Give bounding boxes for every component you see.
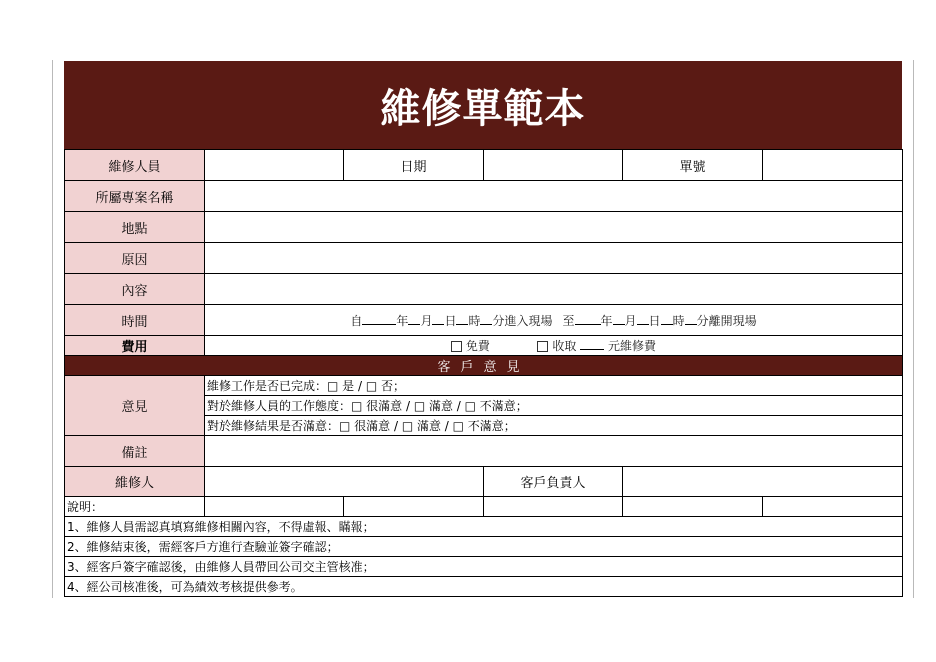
charge-checkbox[interactable]	[537, 341, 548, 352]
fee-unit-text: 元維修費	[607, 339, 656, 353]
opinion-result[interactable]: 對於維修結果是否滿意：□ 很滿意 / □ 滿意 / □ 不滿意；	[205, 416, 903, 436]
charge-text: 收取	[552, 339, 577, 353]
page-border-right	[913, 60, 914, 598]
blank-month-start[interactable]	[408, 312, 420, 325]
fee-amount-blank[interactable]	[580, 337, 604, 350]
date-field[interactable]	[484, 150, 623, 181]
form-table	[64, 149, 903, 597]
opinion-label: 意見	[65, 376, 205, 436]
location-label: 地點	[65, 212, 205, 243]
remarks-field[interactable]	[205, 436, 903, 467]
notes-header: 說明：	[65, 497, 205, 517]
date-label: 日期	[344, 150, 484, 181]
repairer-label: 維修人	[65, 467, 205, 497]
month-text-end: 月	[624, 313, 637, 328]
blank-minute-end[interactable]	[685, 312, 697, 325]
form-title: 維修單範本	[64, 61, 902, 149]
blank-hour-start[interactable]	[456, 312, 468, 325]
notes-blank	[763, 497, 903, 517]
page-border-left	[52, 60, 53, 598]
leave-text: 分離開現場	[696, 313, 757, 328]
repair-form	[64, 61, 902, 597]
blank-day-end[interactable]	[637, 312, 649, 325]
blank-minute-start[interactable]	[480, 312, 492, 325]
repairer-signature[interactable]	[205, 467, 484, 497]
year-text: 年	[396, 313, 409, 328]
time-label: 時間	[65, 305, 205, 336]
time-to: 至	[562, 313, 575, 328]
notes-blank	[623, 497, 763, 517]
note-item: 2、維修結束後，需經客戶方進行查驗並簽字確認；	[65, 537, 903, 557]
hour-text: 時	[468, 313, 481, 328]
location-field[interactable]	[205, 212, 903, 243]
notes-blank	[484, 497, 623, 517]
free-checkbox[interactable]	[451, 341, 462, 352]
technician-field[interactable]	[205, 150, 344, 181]
customer-rep-signature[interactable]	[623, 467, 903, 497]
enter-text: 分進入現場	[492, 313, 553, 328]
opinion-attitude[interactable]: 對於維修人員的工作態度：□ 很滿意 / □ 滿意 / □ 不滿意；	[205, 396, 903, 416]
note-item: 1、維修人員需認真填寫維修相關內容，不得虛報、瞞報；	[65, 517, 903, 537]
fee-label: 費用	[65, 336, 205, 356]
year-text-end: 年	[600, 313, 613, 328]
free-text: 免費	[465, 339, 490, 353]
month-text: 月	[420, 313, 433, 328]
cause-field[interactable]	[205, 243, 903, 274]
day-text-end: 日	[648, 313, 661, 328]
cause-label: 原因	[65, 243, 205, 274]
notes-blank	[344, 497, 484, 517]
project-label: 所屬專案名稱	[65, 181, 205, 212]
notes-blank	[205, 497, 344, 517]
order-no-label: 單號	[623, 150, 763, 181]
blank-year-end[interactable]	[575, 312, 601, 325]
hour-text-end: 時	[672, 313, 685, 328]
note-item: 4、經公司核准後，可為績效考核提供參考。	[65, 577, 903, 597]
technician-label: 維修人員	[65, 150, 205, 181]
day-text: 日	[444, 313, 457, 328]
remarks-label: 備註	[65, 436, 205, 467]
time-from: 自	[350, 313, 363, 328]
note-item: 3、經客戶簽字確認後，由維修人員帶回公司交主管核准；	[65, 557, 903, 577]
customer-rep-label: 客戶負責人	[484, 467, 623, 497]
fee-field	[205, 336, 903, 356]
content-field[interactable]	[205, 274, 903, 305]
blank-hour-end[interactable]	[661, 312, 673, 325]
customer-opinion-header: 客戶意見	[65, 356, 903, 376]
blank-day-start[interactable]	[432, 312, 444, 325]
content-label: 內容	[65, 274, 205, 305]
order-no-field[interactable]	[763, 150, 903, 181]
blank-month-end[interactable]	[613, 312, 625, 325]
blank-year-start[interactable]	[362, 312, 396, 325]
time-field[interactable]	[205, 305, 903, 336]
project-field[interactable]	[205, 181, 903, 212]
opinion-completed[interactable]: 維修工作是否已完成：□ 是 / □ 否；	[205, 376, 903, 396]
